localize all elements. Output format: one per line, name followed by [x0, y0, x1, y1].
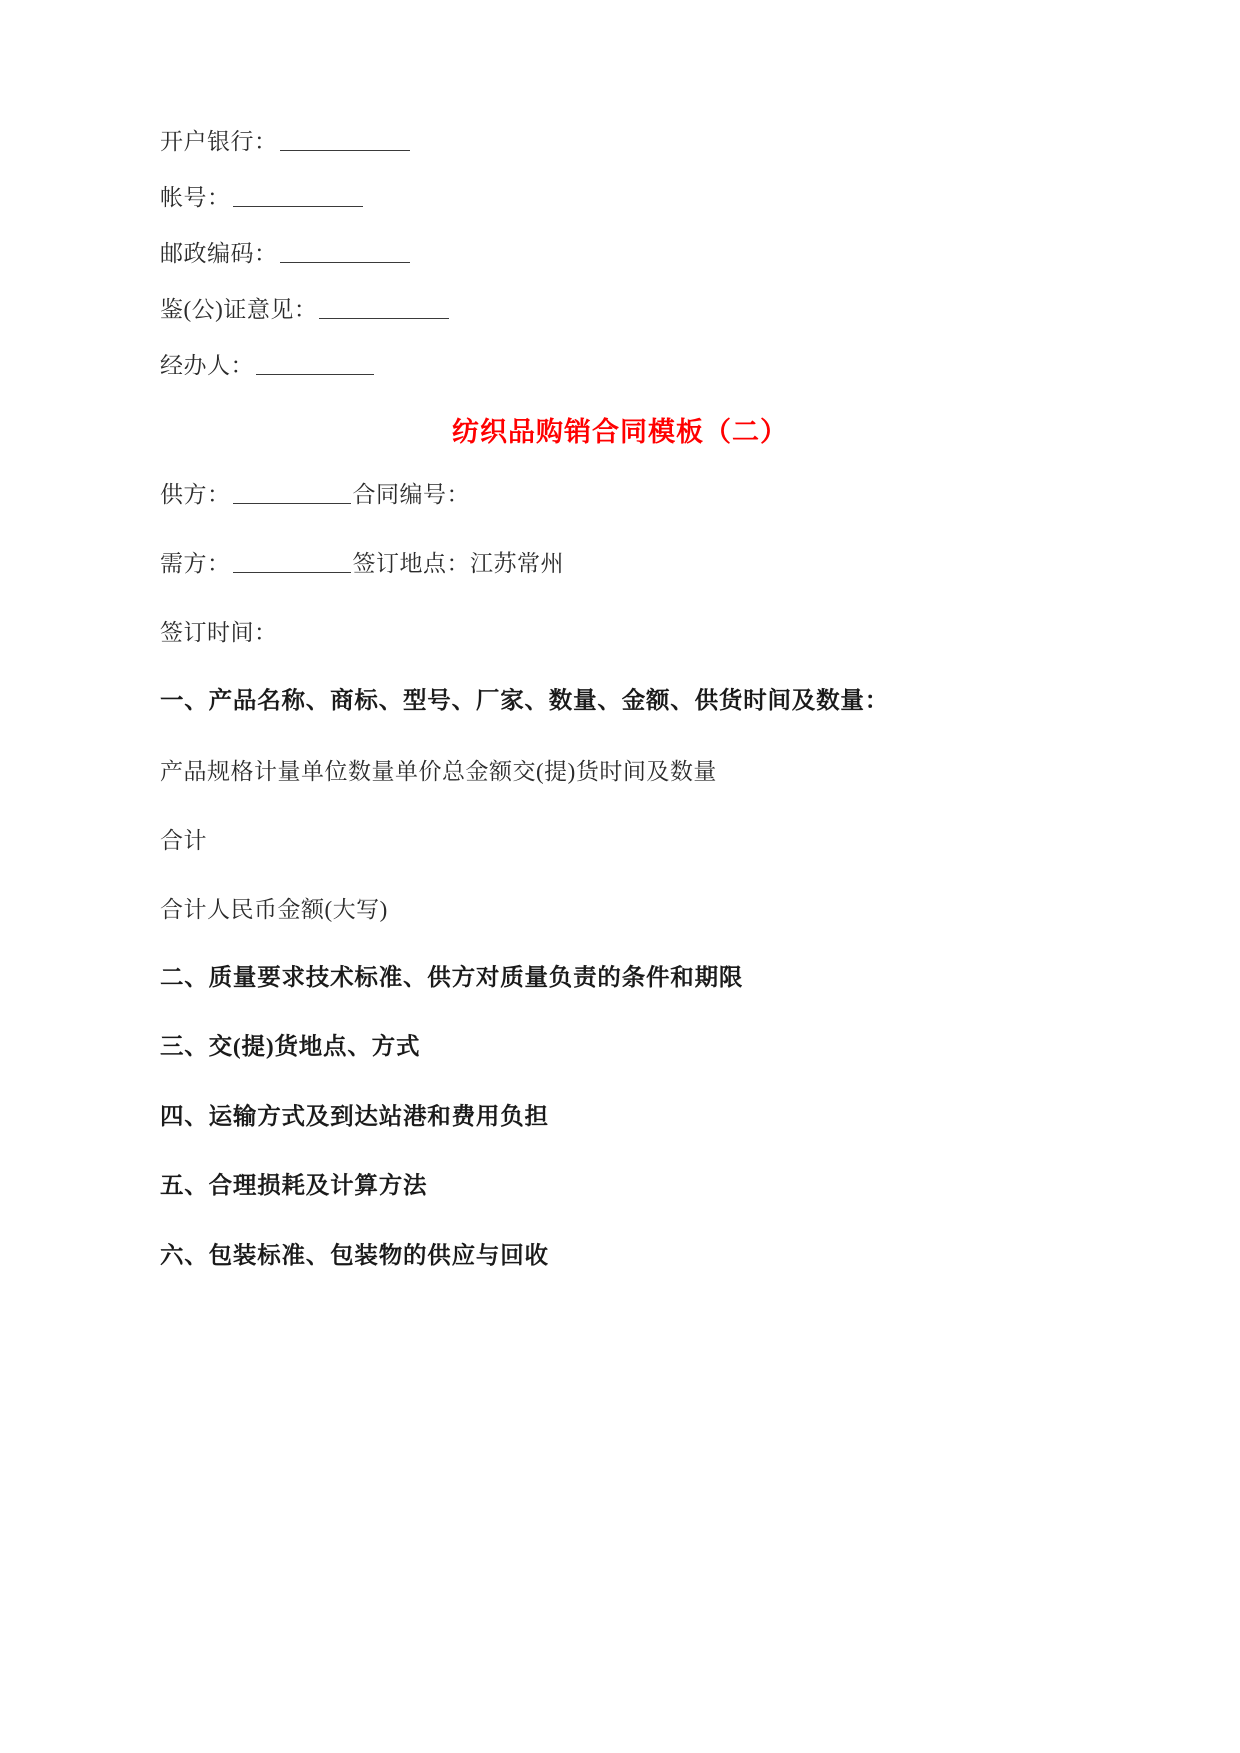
field-label-supplier: 供方： [160, 482, 231, 507]
field-row-buyer [160, 552, 1080, 575]
field-row-postcode [160, 242, 1080, 265]
field-label-notary-opinion: 鉴(公)证意见： [160, 297, 318, 322]
field-label-bank: 开户银行： [160, 129, 278, 154]
field-blank-bank[interactable] [280, 130, 410, 151]
field-blank-supplier[interactable] [233, 483, 351, 504]
field-row-account [160, 186, 1080, 209]
section-text-products: 产品规格计量单位数量单价总金额交(提)货时间及数量 [160, 758, 717, 784]
section-heading-4: 四、运输方式及到达站港和费用负担 [160, 1103, 549, 1130]
section-text-total: 合计 [160, 827, 207, 853]
section-text-total-words: 合计人民币金额(大写) [160, 896, 388, 922]
field-blank-account[interactable] [233, 186, 363, 207]
section-heading-6: 六、包装标准、包装物的供应与回收 [160, 1242, 549, 1269]
section-heading-3: 三、交(提)货地点、方式 [160, 1034, 421, 1060]
section-heading-2: 二、质量要求技术标准、供方对质量负责的条件和期限 [160, 964, 744, 991]
section-heading-1: 一、产品名称、商标、型号、厂家、数量、金额、供货时间及数量： [160, 688, 889, 714]
field-row-handler [160, 354, 1080, 377]
field-row-bank [160, 130, 1080, 153]
field-label-sign-place: 签订地点：江苏常州 [352, 551, 564, 576]
field-blank-handler[interactable] [256, 354, 374, 375]
field-row-sign-time: 签订时间： [160, 620, 278, 645]
field-row-notary-opinion [160, 298, 1080, 321]
field-blank-postcode[interactable] [280, 242, 410, 263]
field-blank-buyer[interactable] [233, 552, 351, 573]
section-heading-5: 五、合理损耗及计算方法 [160, 1173, 428, 1199]
field-label-contract-no: 合同编号： [352, 482, 470, 507]
field-label-handler: 经办人： [160, 353, 254, 378]
field-label-buyer: 需方： [160, 551, 231, 576]
field-label-postcode: 邮政编码： [160, 241, 278, 266]
field-label-account: 帐号： [160, 185, 231, 210]
page-title: 纺织品购销合同模板（二） [452, 417, 788, 447]
field-row-supplier [160, 483, 1080, 506]
field-blank-notary-opinion[interactable] [319, 298, 449, 319]
